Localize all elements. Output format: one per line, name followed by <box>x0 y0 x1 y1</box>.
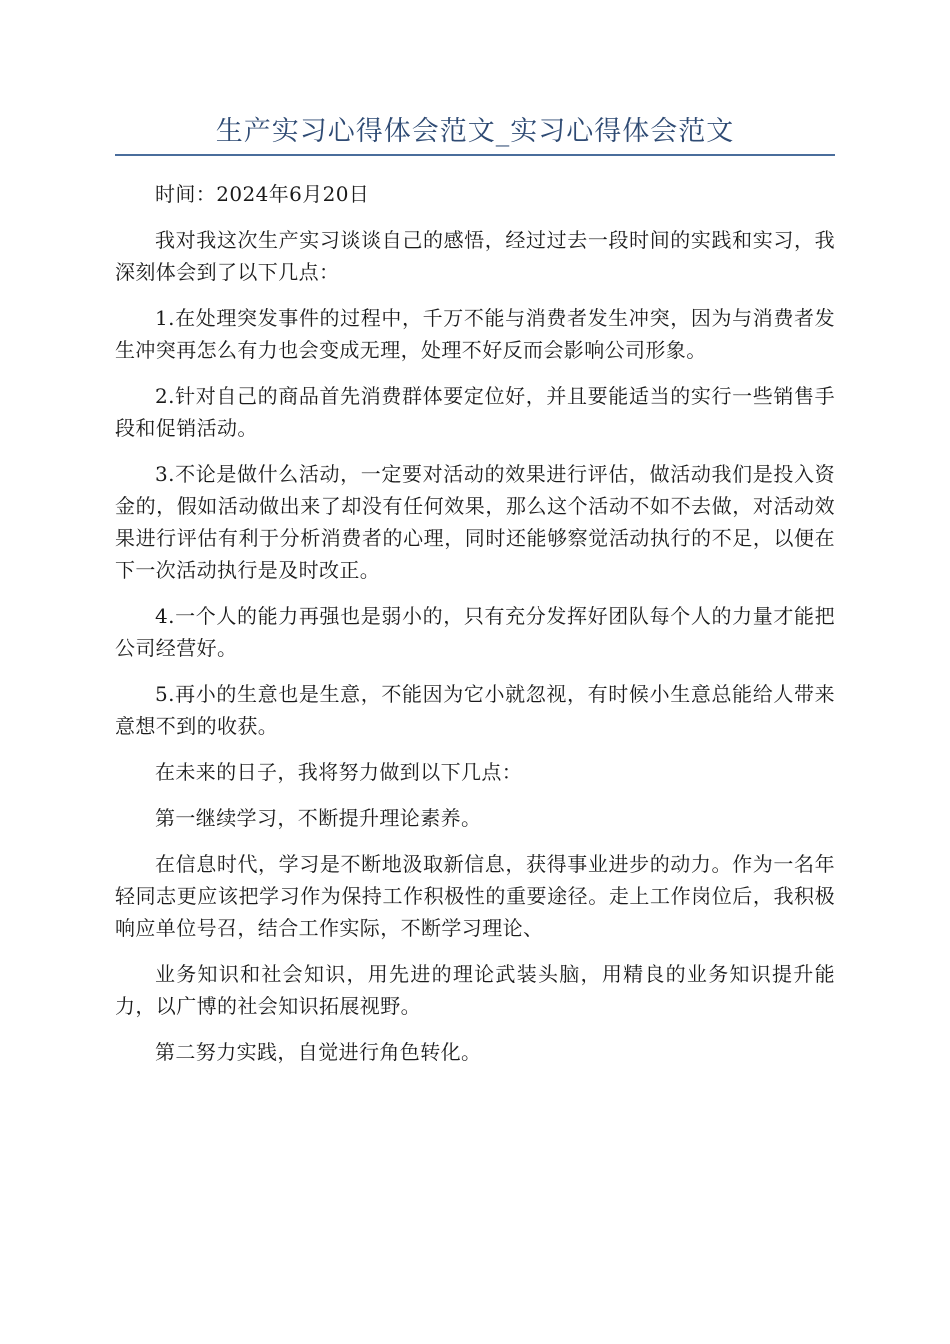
date-line: 时间：2024年6月20日 <box>155 182 370 206</box>
document-body <box>115 178 835 1082</box>
paragraph-point-3: 3.不论是做什么活动，一定要对活动的效果进行评估，做活动我们是投入资金的，假如活动做出来了却没有任何效果，那么这个活动不如不去做，对活动效果进行评估有利于分析消费者的心理，同时还能够察觉活动执行的不足，以便在下一次活动执行是及时改正。 <box>115 462 835 582</box>
paragraph-knowledge: 业务知识和社会知识，用先进的理论武装头脑，用精良的业务知识提升能力，以广博的社会知识拓展视野。 <box>115 962 835 1018</box>
paragraph-future-intro: 在未来的日子，我将努力做到以下几点： <box>155 760 523 784</box>
paragraph-point-4: 4.一个人的能力再强也是弱小的，只有充分发挥好团队每个人的力量才能把公司经营好。 <box>115 604 835 660</box>
paragraph-point-5: 5.再小的生意也是生意，不能因为它小就忽视，有时候小生意总能给人带来意想不到的收获。 <box>115 682 835 738</box>
title-underline <box>115 154 835 156</box>
page-title: 生产实习心得体会范文_实习心得体会范文 <box>215 116 735 147</box>
paragraph-learning: 在信息时代，学习是不断地汲取新信息，获得事业进步的动力。作为一名年轻同志更应该把学习作为保持工作积极性的重要途径。走上工作岗位后，我积极响应单位号召，结合工作实际，不断学习理论、 <box>115 852 835 940</box>
paragraph-intro: 我对我这次生产实习谈谈自己的感悟，经过过去一段时间的实践和实习，我深刻体会到了以下几点： <box>115 228 835 284</box>
paragraph-point-2: 2.针对自己的商品首先消费群体要定位好，并且要能适当的实行一些销售手段和促销活动。 <box>115 384 835 440</box>
paragraph-first-heading: 第一继续学习，不断提升理论素养。 <box>155 806 482 830</box>
paragraph-point-1: 1.在处理突发事件的过程中，千万不能与消费者发生冲突，因为与消费者发生冲突再怎么有力也会变成无理，处理不好反而会影响公司形象。 <box>115 306 835 362</box>
paragraph-second-heading: 第二努力实践，自觉进行角色转化。 <box>155 1040 482 1064</box>
